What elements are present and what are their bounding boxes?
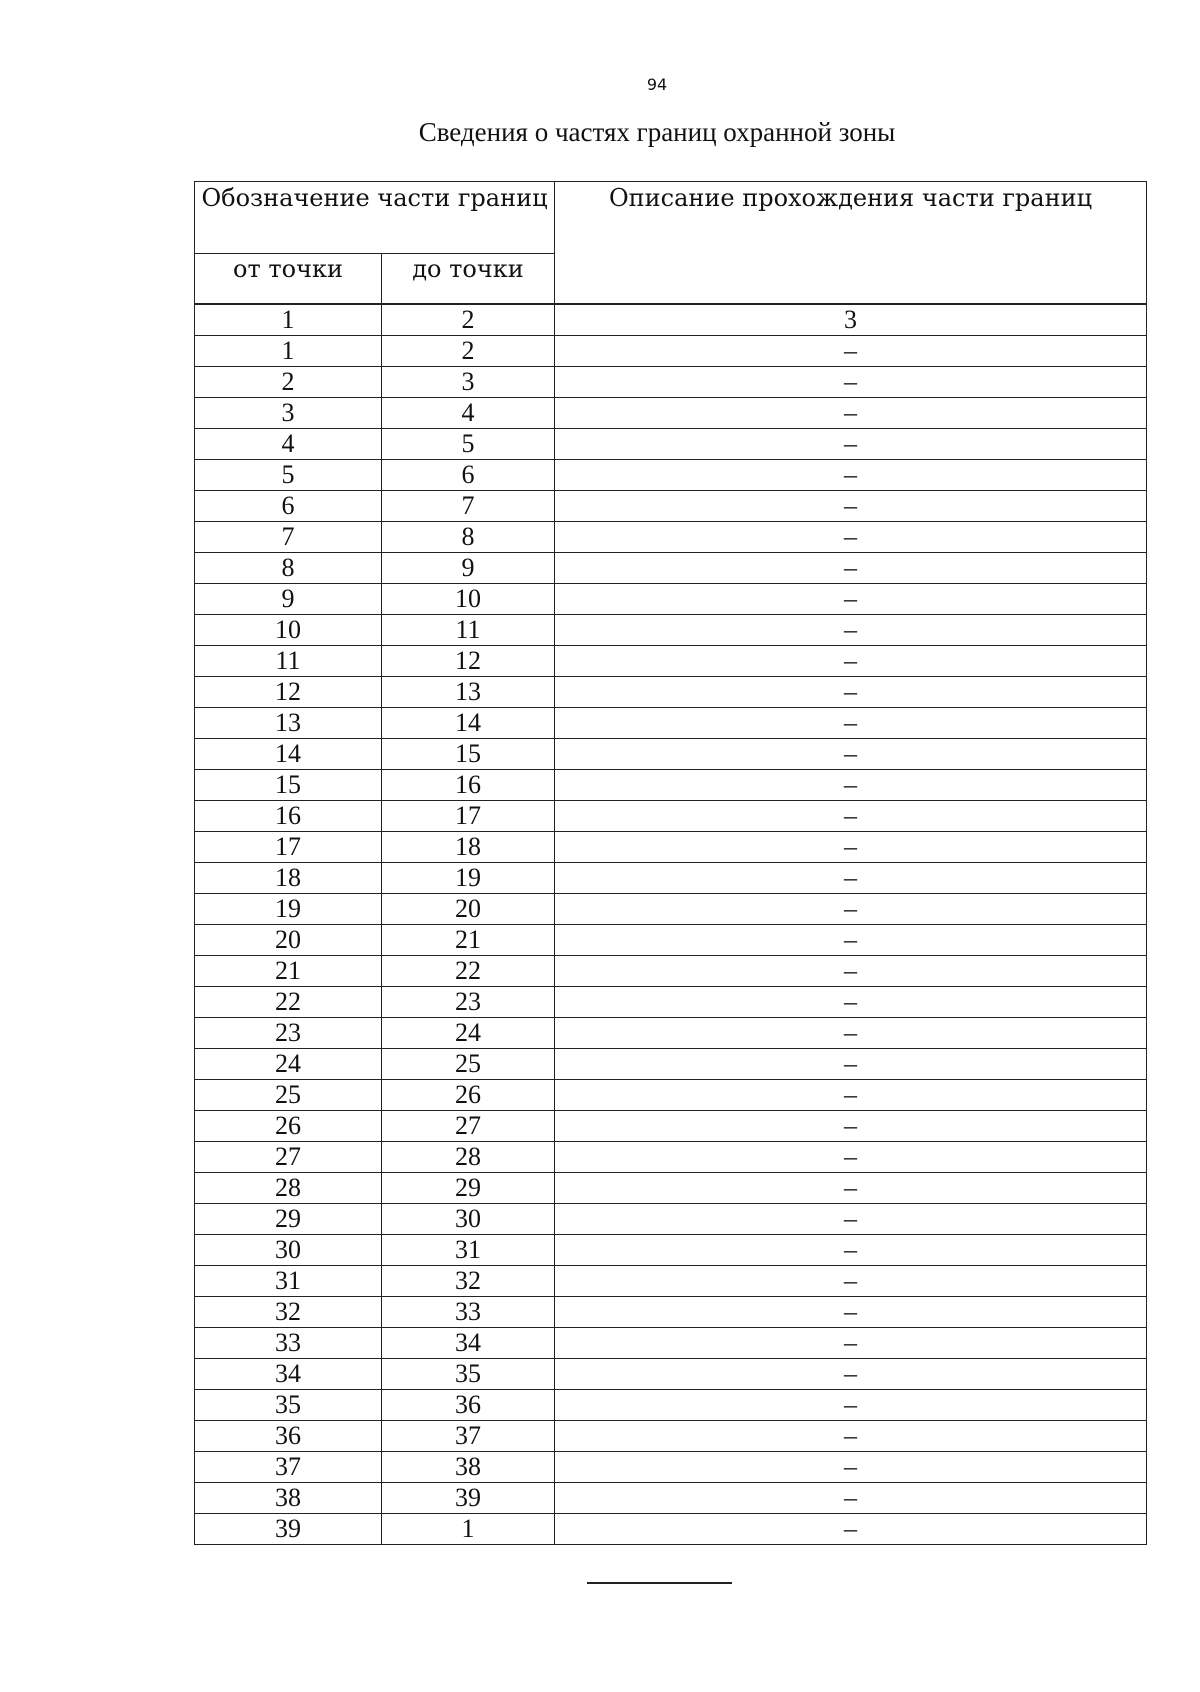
from-point-cell: 17 xyxy=(195,832,382,863)
to-point-cell: 22 xyxy=(382,956,555,987)
table-row xyxy=(195,336,1147,367)
description-cell: – xyxy=(555,832,1147,863)
to-point-cell: 18 xyxy=(382,832,555,863)
table-row xyxy=(195,956,1147,987)
to-point-cell: 9 xyxy=(382,553,555,584)
header-boundary-description: Описание прохождения части границ xyxy=(555,182,1147,304)
to-point-cell: 35 xyxy=(382,1359,555,1390)
table-row xyxy=(195,460,1147,491)
table-row xyxy=(195,1049,1147,1080)
table-row xyxy=(195,863,1147,894)
description-cell: – xyxy=(555,1514,1147,1545)
description-cell: – xyxy=(555,1297,1147,1328)
from-point-cell: 2 xyxy=(195,367,382,398)
from-point-cell: 18 xyxy=(195,863,382,894)
table-row xyxy=(195,1452,1147,1483)
to-point-cell: 24 xyxy=(382,1018,555,1049)
table-row xyxy=(195,1080,1147,1111)
to-point-cell: 1 xyxy=(382,1514,555,1545)
to-point-cell: 28 xyxy=(382,1142,555,1173)
from-point-cell: 13 xyxy=(195,708,382,739)
to-point-cell: 32 xyxy=(382,1266,555,1297)
table-row xyxy=(195,801,1147,832)
from-point-cell: 39 xyxy=(195,1514,382,1545)
table-row xyxy=(195,1266,1147,1297)
table-row xyxy=(195,1483,1147,1514)
table-row xyxy=(195,708,1147,739)
column-number-row xyxy=(195,305,1147,336)
description-cell: – xyxy=(555,1049,1147,1080)
description-cell: – xyxy=(555,770,1147,801)
from-point-cell: 11 xyxy=(195,646,382,677)
to-point-cell: 38 xyxy=(382,1452,555,1483)
to-point-cell: 17 xyxy=(382,801,555,832)
table-row xyxy=(195,1390,1147,1421)
to-point-cell: 12 xyxy=(382,646,555,677)
table-row xyxy=(195,1297,1147,1328)
from-point-cell: 19 xyxy=(195,894,382,925)
table-row xyxy=(195,925,1147,956)
from-point-cell: 35 xyxy=(195,1390,382,1421)
from-point-cell: 1 xyxy=(195,336,382,367)
to-point-cell: 7 xyxy=(382,491,555,522)
table-row xyxy=(195,1359,1147,1390)
table-row xyxy=(195,491,1147,522)
column-number: 1 xyxy=(195,305,382,336)
table-row xyxy=(195,1142,1147,1173)
table-row xyxy=(195,1421,1147,1452)
description-cell: – xyxy=(555,1235,1147,1266)
to-point-cell: 23 xyxy=(382,987,555,1018)
description-cell: – xyxy=(555,863,1147,894)
description-cell: – xyxy=(555,1204,1147,1235)
description-cell: – xyxy=(555,956,1147,987)
from-point-cell: 38 xyxy=(195,1483,382,1514)
to-point-cell: 25 xyxy=(382,1049,555,1080)
table-row xyxy=(195,894,1147,925)
page-title: Сведения о частях границ охранной зоны xyxy=(418,117,896,147)
to-point-cell: 33 xyxy=(382,1297,555,1328)
to-point-cell: 16 xyxy=(382,770,555,801)
table-row xyxy=(195,1204,1147,1235)
table-row xyxy=(195,553,1147,584)
header-to-point: до точки xyxy=(382,254,555,304)
header-from-point: от точки xyxy=(195,254,382,304)
description-cell: – xyxy=(555,460,1147,491)
description-cell: – xyxy=(555,987,1147,1018)
description-cell: – xyxy=(555,739,1147,770)
description-cell: – xyxy=(555,925,1147,956)
column-number: 3 xyxy=(555,305,1147,336)
to-point-cell: 11 xyxy=(382,615,555,646)
to-point-cell: 26 xyxy=(382,1080,555,1111)
page-number: 94 xyxy=(646,75,668,94)
from-point-cell: 5 xyxy=(195,460,382,491)
table-row xyxy=(195,1514,1147,1545)
to-point-cell: 2 xyxy=(382,336,555,367)
description-cell: – xyxy=(555,1142,1147,1173)
table-row xyxy=(195,1235,1147,1266)
table-row xyxy=(195,1173,1147,1204)
from-point-cell: 15 xyxy=(195,770,382,801)
from-point-cell: 30 xyxy=(195,1235,382,1266)
from-point-cell: 16 xyxy=(195,801,382,832)
from-point-cell: 20 xyxy=(195,925,382,956)
description-cell: – xyxy=(555,1080,1147,1111)
description-cell: – xyxy=(555,522,1147,553)
from-point-cell: 14 xyxy=(195,739,382,770)
table-row xyxy=(195,584,1147,615)
to-point-cell: 5 xyxy=(382,429,555,460)
end-divider xyxy=(587,1582,732,1584)
description-cell: – xyxy=(555,1266,1147,1297)
table-row xyxy=(195,429,1147,460)
to-point-cell: 19 xyxy=(382,863,555,894)
from-point-cell: 3 xyxy=(195,398,382,429)
description-cell: – xyxy=(555,708,1147,739)
table-row xyxy=(195,1328,1147,1359)
table-row xyxy=(195,987,1147,1018)
to-point-cell: 14 xyxy=(382,708,555,739)
description-cell: – xyxy=(555,801,1147,832)
to-point-cell: 4 xyxy=(382,398,555,429)
table-row xyxy=(195,1018,1147,1049)
table-row xyxy=(195,677,1147,708)
to-point-cell: 20 xyxy=(382,894,555,925)
description-cell: – xyxy=(555,1483,1147,1514)
from-point-cell: 29 xyxy=(195,1204,382,1235)
table-row xyxy=(195,522,1147,553)
from-point-cell: 32 xyxy=(195,1297,382,1328)
to-point-cell: 31 xyxy=(382,1235,555,1266)
from-point-cell: 31 xyxy=(195,1266,382,1297)
description-cell: – xyxy=(555,336,1147,367)
table-row xyxy=(195,1111,1147,1142)
description-cell: – xyxy=(555,429,1147,460)
to-point-cell: 30 xyxy=(382,1204,555,1235)
to-point-cell: 3 xyxy=(382,367,555,398)
table-row xyxy=(195,739,1147,770)
description-cell: – xyxy=(555,1328,1147,1359)
to-point-cell: 10 xyxy=(382,584,555,615)
to-point-cell: 13 xyxy=(382,677,555,708)
description-cell: – xyxy=(555,1173,1147,1204)
description-cell: – xyxy=(555,1359,1147,1390)
to-point-cell: 21 xyxy=(382,925,555,956)
boundary-table xyxy=(194,304,1147,1545)
description-cell: – xyxy=(555,491,1147,522)
table-row xyxy=(195,615,1147,646)
description-cell: – xyxy=(555,1452,1147,1483)
description-cell: – xyxy=(555,1111,1147,1142)
from-point-cell: 6 xyxy=(195,491,382,522)
from-point-cell: 37 xyxy=(195,1452,382,1483)
from-point-cell: 7 xyxy=(195,522,382,553)
description-cell: – xyxy=(555,677,1147,708)
from-point-cell: 28 xyxy=(195,1173,382,1204)
description-cell: – xyxy=(555,367,1147,398)
table-header xyxy=(194,181,1147,304)
to-point-cell: 36 xyxy=(382,1390,555,1421)
description-cell: – xyxy=(555,1390,1147,1421)
from-point-cell: 23 xyxy=(195,1018,382,1049)
description-cell: – xyxy=(555,584,1147,615)
description-cell: – xyxy=(555,894,1147,925)
to-point-cell: 39 xyxy=(382,1483,555,1514)
table-row xyxy=(195,367,1147,398)
to-point-cell: 8 xyxy=(382,522,555,553)
column-number: 2 xyxy=(382,305,555,336)
description-cell: – xyxy=(555,1018,1147,1049)
table-row xyxy=(195,646,1147,677)
from-point-cell: 26 xyxy=(195,1111,382,1142)
table-row xyxy=(195,770,1147,801)
from-point-cell: 10 xyxy=(195,615,382,646)
table-row xyxy=(195,398,1147,429)
description-cell: – xyxy=(555,646,1147,677)
to-point-cell: 27 xyxy=(382,1111,555,1142)
from-point-cell: 8 xyxy=(195,553,382,584)
from-point-cell: 33 xyxy=(195,1328,382,1359)
description-cell: – xyxy=(555,553,1147,584)
description-cell: – xyxy=(555,398,1147,429)
to-point-cell: 29 xyxy=(382,1173,555,1204)
from-point-cell: 34 xyxy=(195,1359,382,1390)
from-point-cell: 27 xyxy=(195,1142,382,1173)
to-point-cell: 34 xyxy=(382,1328,555,1359)
from-point-cell: 21 xyxy=(195,956,382,987)
from-point-cell: 4 xyxy=(195,429,382,460)
to-point-cell: 15 xyxy=(382,739,555,770)
header-boundary-designation: Обозначение части границ xyxy=(195,182,555,254)
from-point-cell: 36 xyxy=(195,1421,382,1452)
table-row xyxy=(195,832,1147,863)
description-cell: – xyxy=(555,615,1147,646)
to-point-cell: 6 xyxy=(382,460,555,491)
to-point-cell: 37 xyxy=(382,1421,555,1452)
from-point-cell: 24 xyxy=(195,1049,382,1080)
from-point-cell: 12 xyxy=(195,677,382,708)
from-point-cell: 25 xyxy=(195,1080,382,1111)
from-point-cell: 22 xyxy=(195,987,382,1018)
from-point-cell: 9 xyxy=(195,584,382,615)
description-cell: – xyxy=(555,1421,1147,1452)
